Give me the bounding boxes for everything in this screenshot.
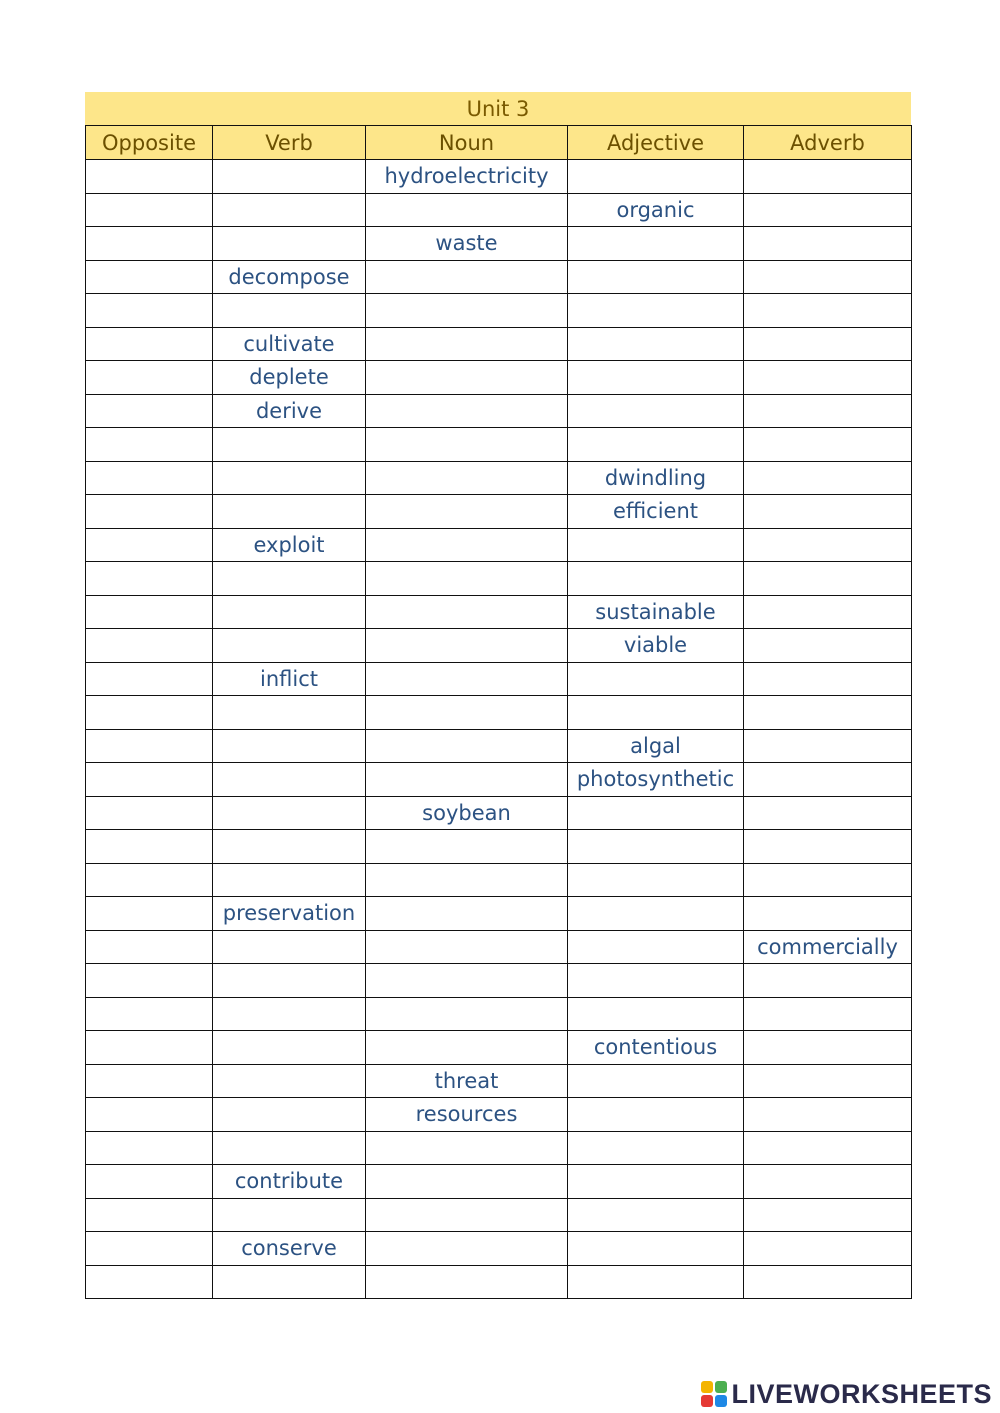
table-row bbox=[86, 160, 912, 194]
cell-noun-blank[interactable] bbox=[366, 763, 568, 797]
brand-watermark bbox=[701, 1379, 992, 1409]
cell-adjective-given: efficient bbox=[568, 495, 744, 529]
cell-adverb-blank[interactable] bbox=[744, 1232, 912, 1266]
cell-opposite-blank[interactable] bbox=[86, 1098, 213, 1132]
table-row bbox=[86, 461, 912, 495]
cell-noun-blank[interactable] bbox=[366, 662, 568, 696]
cell-opposite-blank[interactable] bbox=[86, 528, 213, 562]
cell-adjective-blank[interactable] bbox=[568, 1165, 744, 1199]
table-row bbox=[86, 1064, 912, 1098]
header-row bbox=[86, 126, 912, 160]
cell-adverb-blank[interactable] bbox=[744, 997, 912, 1031]
cell-verb-blank[interactable] bbox=[213, 930, 366, 964]
cell-adjective-blank[interactable] bbox=[568, 997, 744, 1031]
table-row bbox=[86, 1232, 912, 1266]
cell-opposite-blank[interactable] bbox=[86, 227, 213, 261]
cell-adjective-blank[interactable] bbox=[568, 696, 744, 730]
cell-adverb-blank[interactable] bbox=[744, 1131, 912, 1165]
cell-opposite-blank[interactable] bbox=[86, 327, 213, 361]
cell-verb-blank[interactable] bbox=[213, 294, 366, 328]
cell-noun-given: hydroelectricity bbox=[366, 160, 568, 194]
cell-verb-blank[interactable] bbox=[213, 863, 366, 897]
cell-verb-given: conserve bbox=[213, 1232, 366, 1266]
cell-opposite-blank[interactable] bbox=[86, 1165, 213, 1199]
table-row bbox=[86, 1265, 912, 1299]
cell-verb-given: contribute bbox=[213, 1165, 366, 1199]
cell-adverb-blank[interactable] bbox=[744, 964, 912, 998]
cell-opposite-blank[interactable] bbox=[86, 562, 213, 596]
cell-verb-given: decompose bbox=[213, 260, 366, 294]
table-row bbox=[86, 1098, 912, 1132]
cell-noun-blank[interactable] bbox=[366, 193, 568, 227]
cell-noun-given: threat bbox=[366, 1064, 568, 1098]
cell-adjective-given: viable bbox=[568, 629, 744, 663]
cell-adverb-blank[interactable] bbox=[744, 327, 912, 361]
cell-adverb-blank[interactable] bbox=[744, 1098, 912, 1132]
table-row bbox=[86, 1131, 912, 1165]
cell-noun-blank[interactable] bbox=[366, 327, 568, 361]
cell-verb-blank[interactable] bbox=[213, 796, 366, 830]
cell-adverb-blank[interactable] bbox=[744, 461, 912, 495]
cell-opposite-blank[interactable] bbox=[86, 662, 213, 696]
cell-opposite-blank[interactable] bbox=[86, 595, 213, 629]
cell-verb-blank[interactable] bbox=[213, 1198, 366, 1232]
cell-opposite-blank[interactable] bbox=[86, 1131, 213, 1165]
table-row bbox=[86, 528, 912, 562]
cell-adverb-blank[interactable] bbox=[744, 595, 912, 629]
cell-adjective-blank[interactable] bbox=[568, 830, 744, 864]
cell-noun-blank[interactable] bbox=[366, 729, 568, 763]
cell-verb-blank[interactable] bbox=[213, 830, 366, 864]
cell-opposite-blank[interactable] bbox=[86, 1031, 213, 1065]
cell-opposite-blank[interactable] bbox=[86, 461, 213, 495]
cell-adjective-blank[interactable] bbox=[568, 562, 744, 596]
cell-noun-given: waste bbox=[366, 227, 568, 261]
cell-adjective-blank[interactable] bbox=[568, 930, 744, 964]
cell-verb-given: preservation bbox=[213, 897, 366, 931]
cell-noun-blank[interactable] bbox=[366, 863, 568, 897]
cell-adjective-blank[interactable] bbox=[568, 796, 744, 830]
cell-noun-blank[interactable] bbox=[366, 830, 568, 864]
word-formation-table bbox=[85, 125, 912, 1299]
cell-noun-blank[interactable] bbox=[366, 495, 568, 529]
table-row bbox=[86, 562, 912, 596]
cell-verb-blank[interactable] bbox=[213, 1098, 366, 1132]
cell-verb-blank[interactable] bbox=[213, 964, 366, 998]
table-row bbox=[86, 428, 912, 462]
cell-opposite-blank[interactable] bbox=[86, 193, 213, 227]
cell-verb-given: cultivate bbox=[213, 327, 366, 361]
cell-opposite-blank[interactable] bbox=[86, 260, 213, 294]
cell-adverb-blank[interactable] bbox=[744, 763, 912, 797]
cell-adverb-blank[interactable] bbox=[744, 160, 912, 194]
cell-adjective-blank[interactable] bbox=[568, 1265, 744, 1299]
cell-adverb-blank[interactable] bbox=[744, 629, 912, 663]
cell-verb-given: exploit bbox=[213, 528, 366, 562]
cell-verb-blank[interactable] bbox=[213, 1265, 366, 1299]
table-row bbox=[86, 227, 912, 261]
cell-opposite-blank[interactable] bbox=[86, 964, 213, 998]
cell-noun-blank[interactable] bbox=[366, 930, 568, 964]
cell-verb-blank[interactable] bbox=[213, 629, 366, 663]
table-row bbox=[86, 1031, 912, 1065]
cell-adverb-blank[interactable] bbox=[744, 260, 912, 294]
table-row bbox=[86, 964, 912, 998]
table-row bbox=[86, 1198, 912, 1232]
table-row bbox=[86, 1165, 912, 1199]
cell-adjective-blank[interactable] bbox=[568, 1098, 744, 1132]
cell-noun-blank[interactable] bbox=[366, 294, 568, 328]
cell-adjective-given: dwindling bbox=[568, 461, 744, 495]
cell-adjective-given: photosynthetic bbox=[568, 763, 744, 797]
cell-adjective-given: contentious bbox=[568, 1031, 744, 1065]
cell-opposite-blank[interactable] bbox=[86, 830, 213, 864]
cell-adjective-blank[interactable] bbox=[568, 863, 744, 897]
cell-adverb-blank[interactable] bbox=[744, 294, 912, 328]
table-row bbox=[86, 729, 912, 763]
table-row bbox=[86, 863, 912, 897]
cell-adverb-blank[interactable] bbox=[744, 394, 912, 428]
cell-verb-blank[interactable] bbox=[213, 696, 366, 730]
cell-noun-blank[interactable] bbox=[366, 595, 568, 629]
cell-noun-blank[interactable] bbox=[366, 1232, 568, 1266]
unit-title: Unit 3 bbox=[85, 92, 911, 125]
table-row bbox=[86, 763, 912, 797]
cell-adjective-blank[interactable] bbox=[568, 1131, 744, 1165]
table-body bbox=[86, 160, 912, 1299]
cell-opposite-blank[interactable] bbox=[86, 1265, 213, 1299]
cell-adverb-blank[interactable] bbox=[744, 361, 912, 395]
cell-adjective-blank[interactable] bbox=[568, 662, 744, 696]
cell-verb-given: derive bbox=[213, 394, 366, 428]
cell-opposite-blank[interactable] bbox=[86, 930, 213, 964]
cell-noun-blank[interactable] bbox=[366, 1198, 568, 1232]
cell-adverb-given: commercially bbox=[744, 930, 912, 964]
table-row bbox=[86, 662, 912, 696]
header-opposite: Opposite bbox=[86, 126, 213, 160]
cell-verb-blank[interactable] bbox=[213, 595, 366, 629]
cell-noun-blank[interactable] bbox=[366, 394, 568, 428]
cell-verb-given: inflict bbox=[213, 662, 366, 696]
table-row bbox=[86, 361, 912, 395]
table-row bbox=[86, 796, 912, 830]
cell-noun-blank[interactable] bbox=[366, 562, 568, 596]
header-noun: Noun bbox=[366, 126, 568, 160]
cell-noun-blank[interactable] bbox=[366, 461, 568, 495]
cell-noun-blank[interactable] bbox=[366, 696, 568, 730]
cell-verb-blank[interactable] bbox=[213, 1131, 366, 1165]
cell-adverb-blank[interactable] bbox=[744, 1198, 912, 1232]
table-row bbox=[86, 930, 912, 964]
cell-adverb-blank[interactable] bbox=[744, 830, 912, 864]
cell-verb-blank[interactable] bbox=[213, 562, 366, 596]
cell-verb-blank[interactable] bbox=[213, 495, 366, 529]
cell-verb-blank[interactable] bbox=[213, 227, 366, 261]
cell-adverb-blank[interactable] bbox=[744, 1031, 912, 1065]
table-row bbox=[86, 696, 912, 730]
cell-adjective-blank[interactable] bbox=[568, 1198, 744, 1232]
cell-adverb-blank[interactable] bbox=[744, 796, 912, 830]
cell-adjective-blank[interactable] bbox=[568, 1232, 744, 1266]
cell-adjective-blank[interactable] bbox=[568, 964, 744, 998]
cell-noun-blank[interactable] bbox=[366, 428, 568, 462]
cell-verb-given: deplete bbox=[213, 361, 366, 395]
cell-adverb-blank[interactable] bbox=[744, 897, 912, 931]
cell-noun-blank[interactable] bbox=[366, 897, 568, 931]
cell-verb-blank[interactable] bbox=[213, 461, 366, 495]
cell-adverb-blank[interactable] bbox=[744, 495, 912, 529]
cell-opposite-blank[interactable] bbox=[86, 160, 213, 194]
cell-opposite-blank[interactable] bbox=[86, 495, 213, 529]
cell-adjective-blank[interactable] bbox=[568, 1064, 744, 1098]
cell-opposite-blank[interactable] bbox=[86, 428, 213, 462]
table-row bbox=[86, 495, 912, 529]
cell-adjective-blank[interactable] bbox=[568, 361, 744, 395]
cell-opposite-blank[interactable] bbox=[86, 729, 213, 763]
cell-verb-blank[interactable] bbox=[213, 160, 366, 194]
cell-adverb-blank[interactable] bbox=[744, 863, 912, 897]
cell-opposite-blank[interactable] bbox=[86, 796, 213, 830]
cell-adverb-blank[interactable] bbox=[744, 696, 912, 730]
cell-noun-blank[interactable] bbox=[366, 1165, 568, 1199]
table-row bbox=[86, 193, 912, 227]
table-row bbox=[86, 629, 912, 663]
cell-adjective-blank[interactable] bbox=[568, 160, 744, 194]
cell-noun-blank[interactable] bbox=[366, 629, 568, 663]
cell-adverb-blank[interactable] bbox=[744, 528, 912, 562]
table-row bbox=[86, 897, 912, 931]
cell-opposite-blank[interactable] bbox=[86, 696, 213, 730]
cell-opposite-blank[interactable] bbox=[86, 394, 213, 428]
table-row bbox=[86, 830, 912, 864]
cell-adjective-blank[interactable] bbox=[568, 327, 744, 361]
cell-verb-blank[interactable] bbox=[213, 193, 366, 227]
cell-adjective-blank[interactable] bbox=[568, 294, 744, 328]
table-row bbox=[86, 294, 912, 328]
cell-verb-blank[interactable] bbox=[213, 1031, 366, 1065]
cell-verb-blank[interactable] bbox=[213, 763, 366, 797]
cell-noun-blank[interactable] bbox=[366, 1265, 568, 1299]
cell-adjective-blank[interactable] bbox=[568, 528, 744, 562]
cell-noun-blank[interactable] bbox=[366, 964, 568, 998]
cell-adverb-blank[interactable] bbox=[744, 729, 912, 763]
table-row bbox=[86, 260, 912, 294]
cell-noun-blank[interactable] bbox=[366, 528, 568, 562]
cell-noun-blank[interactable] bbox=[366, 1031, 568, 1065]
cell-adjective-blank[interactable] bbox=[568, 428, 744, 462]
cell-opposite-blank[interactable] bbox=[86, 863, 213, 897]
cell-noun-blank[interactable] bbox=[366, 997, 568, 1031]
cell-opposite-blank[interactable] bbox=[86, 997, 213, 1031]
liveworksheets-logo-icon bbox=[701, 1381, 727, 1407]
cell-noun-blank[interactable] bbox=[366, 361, 568, 395]
cell-adjective-blank[interactable] bbox=[568, 260, 744, 294]
cell-opposite-blank[interactable] bbox=[86, 1064, 213, 1098]
cell-adjective-blank[interactable] bbox=[568, 897, 744, 931]
cell-verb-blank[interactable] bbox=[213, 997, 366, 1031]
cell-noun-blank[interactable] bbox=[366, 260, 568, 294]
cell-adverb-blank[interactable] bbox=[744, 1064, 912, 1098]
cell-adverb-blank[interactable] bbox=[744, 562, 912, 596]
cell-opposite-blank[interactable] bbox=[86, 294, 213, 328]
cell-adjective-given: organic bbox=[568, 193, 744, 227]
cell-adjective-given: sustainable bbox=[568, 595, 744, 629]
cell-verb-blank[interactable] bbox=[213, 428, 366, 462]
cell-opposite-blank[interactable] bbox=[86, 1232, 213, 1266]
cell-adjective-blank[interactable] bbox=[568, 227, 744, 261]
header-adjective: Adjective bbox=[568, 126, 744, 160]
cell-noun-given: resources bbox=[366, 1098, 568, 1132]
cell-verb-blank[interactable] bbox=[213, 1064, 366, 1098]
brand-text: LIVEWORKSHEETS bbox=[731, 1378, 992, 1409]
cell-adverb-blank[interactable] bbox=[744, 662, 912, 696]
cell-opposite-blank[interactable] bbox=[86, 763, 213, 797]
table-row bbox=[86, 394, 912, 428]
header-verb: Verb bbox=[213, 126, 366, 160]
cell-adjective-given: algal bbox=[568, 729, 744, 763]
table-row bbox=[86, 327, 912, 361]
cell-noun-given: soybean bbox=[366, 796, 568, 830]
cell-adverb-blank[interactable] bbox=[744, 227, 912, 261]
cell-adjective-blank[interactable] bbox=[568, 394, 744, 428]
cell-verb-blank[interactable] bbox=[213, 729, 366, 763]
cell-noun-blank[interactable] bbox=[366, 1131, 568, 1165]
cell-opposite-blank[interactable] bbox=[86, 629, 213, 663]
cell-opposite-blank[interactable] bbox=[86, 897, 213, 931]
header-adverb: Adverb bbox=[744, 126, 912, 160]
table-row bbox=[86, 997, 912, 1031]
cell-opposite-blank[interactable] bbox=[86, 1198, 213, 1232]
cell-adverb-blank[interactable] bbox=[744, 193, 912, 227]
cell-adverb-blank[interactable] bbox=[744, 1165, 912, 1199]
cell-adverb-blank[interactable] bbox=[744, 1265, 912, 1299]
worksheet bbox=[85, 92, 911, 1299]
cell-opposite-blank[interactable] bbox=[86, 361, 213, 395]
cell-adverb-blank[interactable] bbox=[744, 428, 912, 462]
table-row bbox=[86, 595, 912, 629]
